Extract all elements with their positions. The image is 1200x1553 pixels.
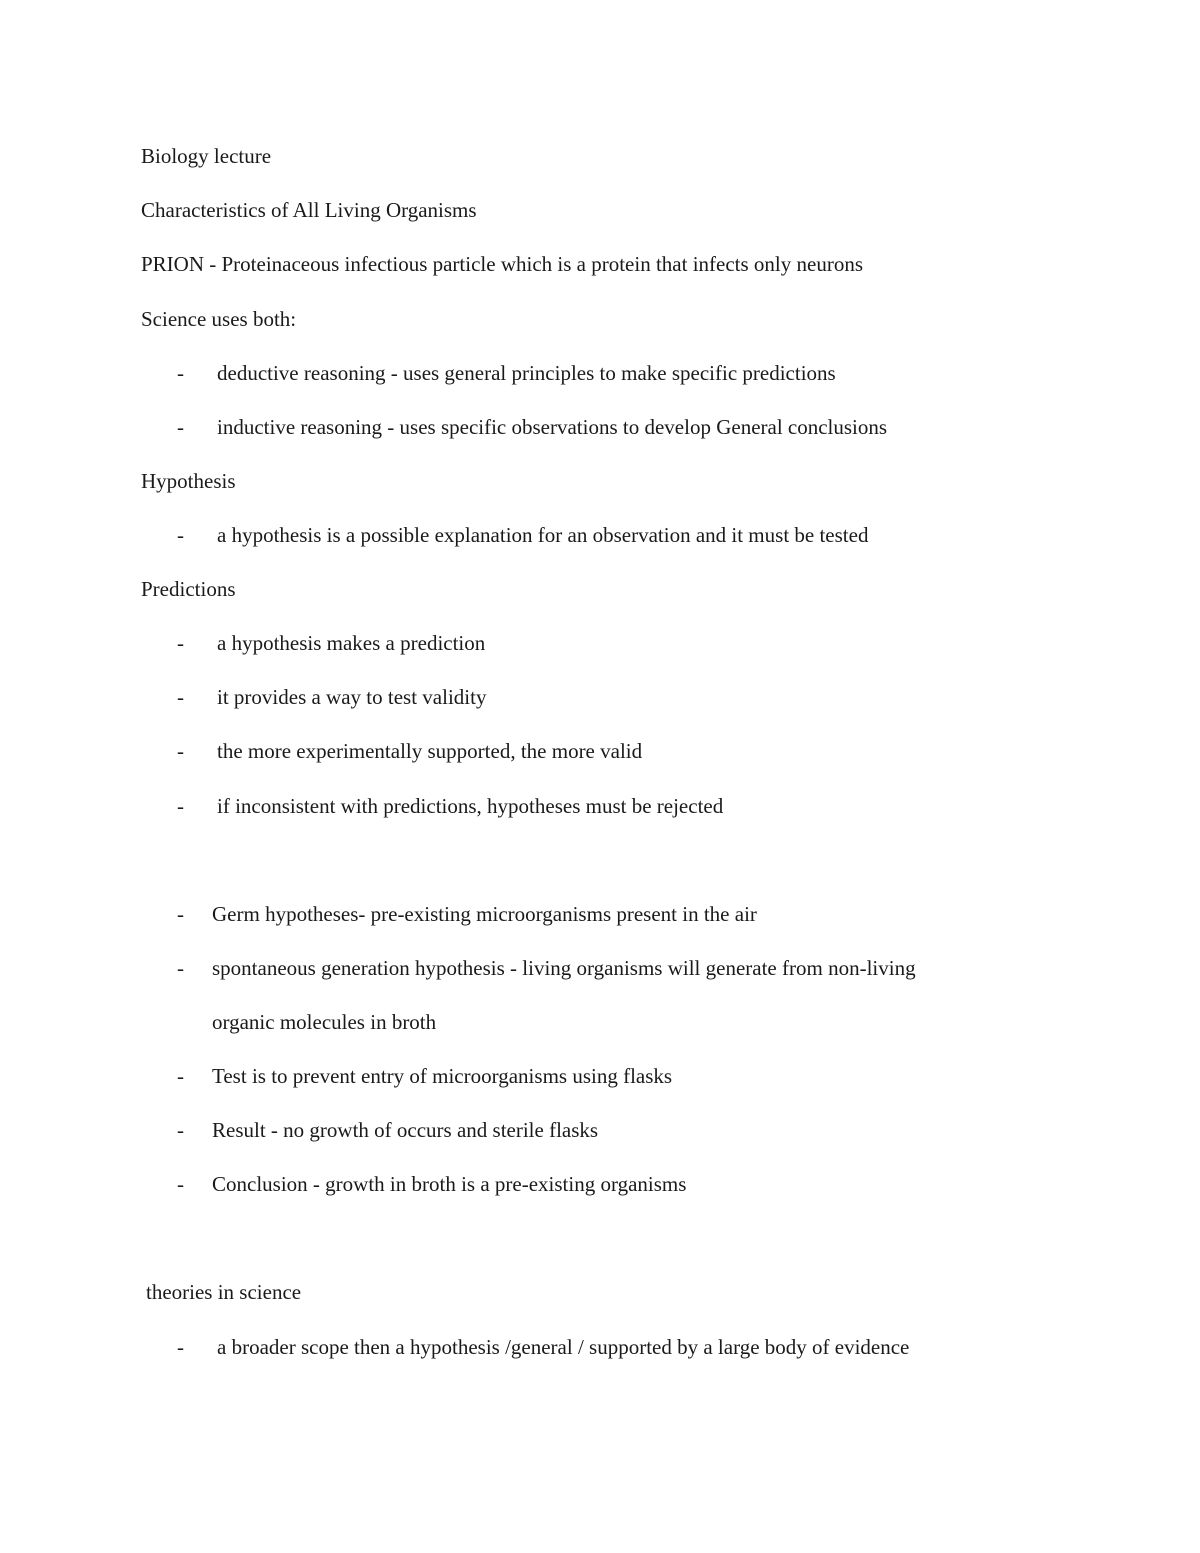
list-bullet: - (177, 361, 184, 385)
list-bullet: - (177, 1172, 184, 1196)
list-item: Test is to prevent entry of microorganisms using flasks (212, 1064, 673, 1088)
list-bullet: - (177, 1335, 184, 1359)
list-item: a hypothesis is a possible explanation for an observation and it must be tested (217, 523, 869, 547)
list-item: a broader scope then a hypothesis /general / supported by a large body of evidence (217, 1335, 910, 1359)
theories-heading: theories in science (146, 1280, 302, 1304)
list-bullet: - (177, 523, 184, 547)
list-item: Conclusion - growth in broth is a pre-existing organisms (212, 1172, 687, 1196)
document-subtitle: Characteristics of All Living Organisms (141, 198, 477, 222)
document-title: Biology lecture (141, 144, 272, 168)
list-item: spontaneous generation hypothesis - living organisms will generate from non-living (212, 956, 916, 980)
list-item: deductive reasoning - uses general principles to make specific predictions (217, 361, 836, 385)
list-bullet: - (177, 1064, 184, 1088)
list-bullet: - (177, 631, 184, 655)
prion-definition: PRION - Proteinaceous infectious particle which is a protein that infects only neurons (141, 252, 863, 276)
list-item: if inconsistent with predictions, hypotheses must be rejected (217, 794, 724, 818)
list-bullet: - (177, 1118, 184, 1142)
list-bullet: - (177, 739, 184, 763)
list-item: it provides a way to test validity (217, 685, 487, 709)
list-item: the more experimentally supported, the more valid (217, 739, 643, 763)
list-bullet: - (177, 685, 184, 709)
hypothesis-heading: Hypothesis (141, 469, 236, 493)
list-item: Result - no growth of occurs and sterile flasks (212, 1118, 599, 1142)
list-item: a hypothesis makes a prediction (217, 631, 486, 655)
list-bullet: - (177, 902, 184, 926)
list-item: Germ hypotheses- pre-existing microorganisms present in the air (212, 902, 757, 926)
science-heading: Science uses both: (141, 307, 297, 331)
list-bullet: - (177, 415, 184, 439)
predictions-heading: Predictions (141, 577, 236, 601)
list-item-continuation: organic molecules in broth (212, 1010, 437, 1034)
list-item: inductive reasoning - uses specific observations to develop General conclusions (217, 415, 888, 439)
list-bullet: - (177, 794, 184, 818)
list-bullet: - (177, 956, 184, 980)
